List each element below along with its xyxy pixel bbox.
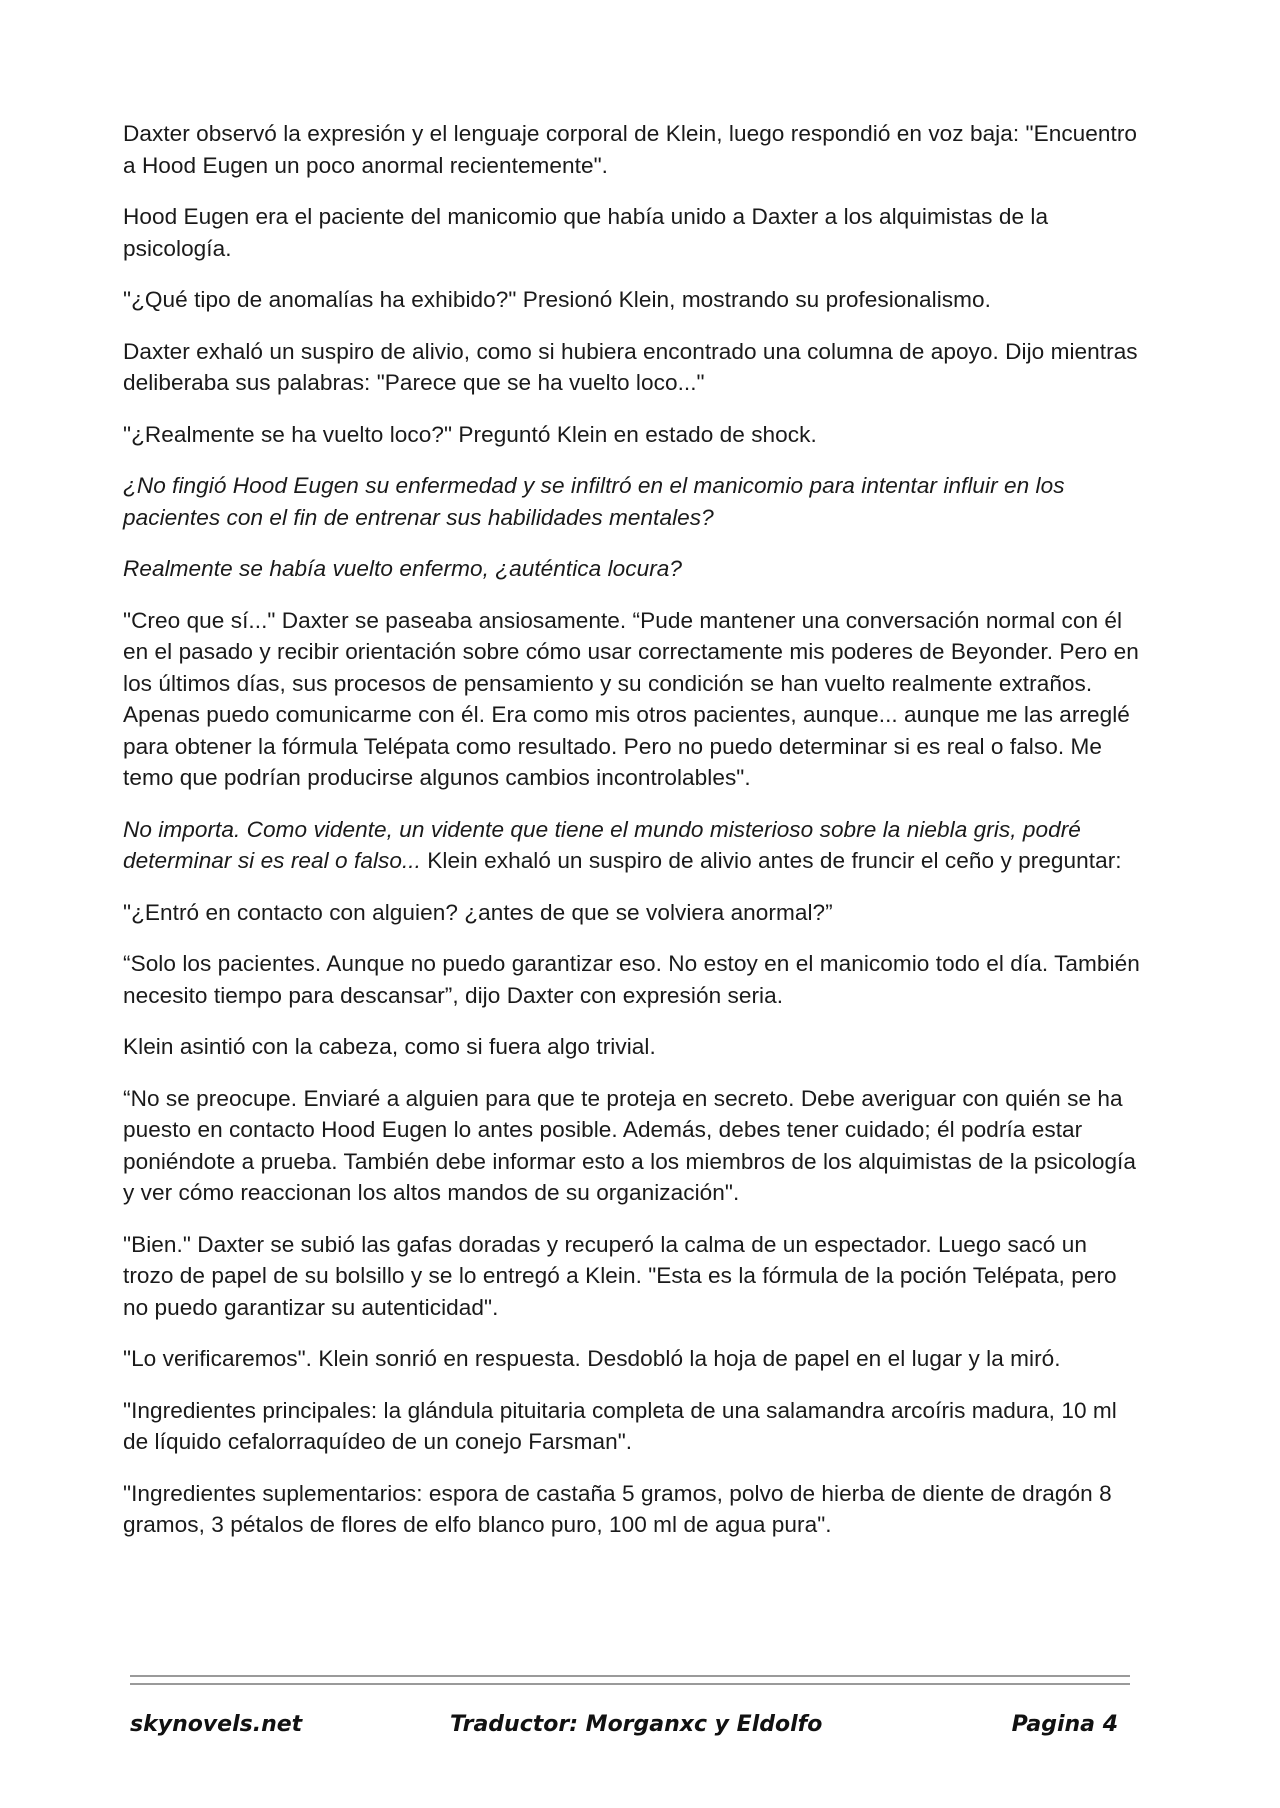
paragraph [123,201,1143,264]
paragraph [123,336,1143,399]
paragraph-text: "¿Entró en contacto con alguien? ¿antes de que se volviera anormal?” [123,899,833,925]
footer-page-number: Pagina 4 [1011,1712,1118,1737]
paragraph [123,1031,1143,1063]
body-text [123,118,1143,1561]
paragraph [123,605,1143,794]
paragraph-text: Klein exhaló un suspiro de alivio antes de fruncir el ceño y preguntar: [420,848,1122,873]
paragraph-text: "¿Realmente se ha vuelto loco?" Preguntó Klein en estado de shock. [123,421,817,447]
paragraph-text: "Ingredientes principales: la glándula pituitaria completa de una salamandra arcoíris madura, 10 ml de líquido cefalorraquídeo de un conejo Farsman". [123,1397,1117,1454]
paragraph [123,948,1143,1011]
paragraph-text: “No se preocupe. Enviaré a alguien para que te proteja en secreto. Debe averiguar con quién se ha puesto en contacto Hood Eugen lo antes posible. Además, debes tener cuidado; él podría estar poniéndote a prueba. También debe informar esto a los miembros de los alquimistas de la psicología y ver cómo reaccionan los altos mandos de su organización". [123,1085,1137,1205]
paragraph-text: "Lo verificaremos". Klein sonrió en respuesta. Desdobló la hoja de papel en el lugar y la miró. [123,1346,1061,1371]
footer-divider-top [130,1675,1130,1677]
paragraph-text: "¿Qué tipo de anomalías ha exhibido?" Presionó Klein, mostrando su profesionalismo. [123,287,991,312]
paragraph [123,1083,1143,1209]
paragraph [123,553,1143,585]
paragraph [123,470,1143,533]
paragraph-text: "Bien." Daxter se subió las gafas doradas y recuperó la calma de un espectador. Luego sacó un trozo de papel de su bolsillo y se lo entregó a Klein. "Esta es la fórmula de la poción Telépata, pero no puedo garantizar su autenticidad". [123,1231,1117,1320]
italic-text: Realmente se había vuelto enfermo, ¿auténtica locura? [123,556,683,581]
paragraph-text: "Ingredientes suplementarios: espora de castaña 5 gramos, polvo de hierba de diente de dragón 8 gramos, 3 pétalos de flores de elfo blanco puro, 100 ml de agua pura". [123,1480,1112,1537]
paragraph-text: "Creo que sí..." Daxter se paseaba ansiosamente. “Pude mantener una conversación normal con él en el pasado y recibir orientación sobre cómo usar correctamente mis poderes de Beyonder. Pero en los últimos días, sus procesos de pensamiento y su condición se han vuelto realmente extraños. Apenas puedo comunicarme con él. Era como mis otros pacientes, aunque... aunque me las arreglé para obtener la fórmula Telépata como resultado. Pero no puedo determinar si es real o falso. Me temo que podrían producirse algunos cambios incontrolables". [123,607,1139,790]
paragraph [123,284,1143,316]
paragraph [123,1343,1143,1375]
italic-text: ¿No fingió Hood Eugen su enfermedad y se infiltró en el manicomio para intentar influir en los pacientes con el fin de entrenar sus habilidades mentales? [123,473,1065,530]
paragraph [123,814,1143,877]
paragraph-text: Daxter observó la expresión y el lenguaje corporal de Klein, luego respondió en voz baja: "Encuentro a Hood Eugen un poco anormal recientemente". [123,121,1138,178]
paragraph [123,1229,1143,1324]
page-footer [130,1712,1130,1748]
paragraph-text: Daxter exhaló un suspiro de alivio, como si hubiera encontrado una columna de apoyo. Dijo mientras deliberaba sus palabras: "Parece que se ha vuelto loco..." [123,338,1138,395]
paragraph [123,118,1143,181]
footer-translator: Traductor: Morganxc y Eldolfo [450,1712,823,1737]
paragraph-text: Klein asintió con la cabeza, como si fuera algo trivial. [123,1034,656,1059]
paragraph-text: “Solo los pacientes. Aunque no puedo garantizar eso. No estoy en el manicomio todo el día. También necesito tiempo para descansar”, dijo Daxter con expresión seria. [123,951,1140,1008]
paragraph [123,897,1143,929]
paragraph-text: Hood Eugen era el paciente del manicomio que había unido a Daxter a los alquimistas de la psicología. [123,204,1049,261]
footer-site: skynovels.net [130,1712,303,1737]
footer-divider-bottom [130,1683,1130,1685]
italic-text: No importa. Como vidente, un vidente que tiene el mundo misterioso sobre la niebla gris, podré determinar si es real o falso... [123,816,1081,873]
paragraph [123,419,1143,451]
paragraph [123,1478,1143,1541]
paragraph [123,1395,1143,1458]
